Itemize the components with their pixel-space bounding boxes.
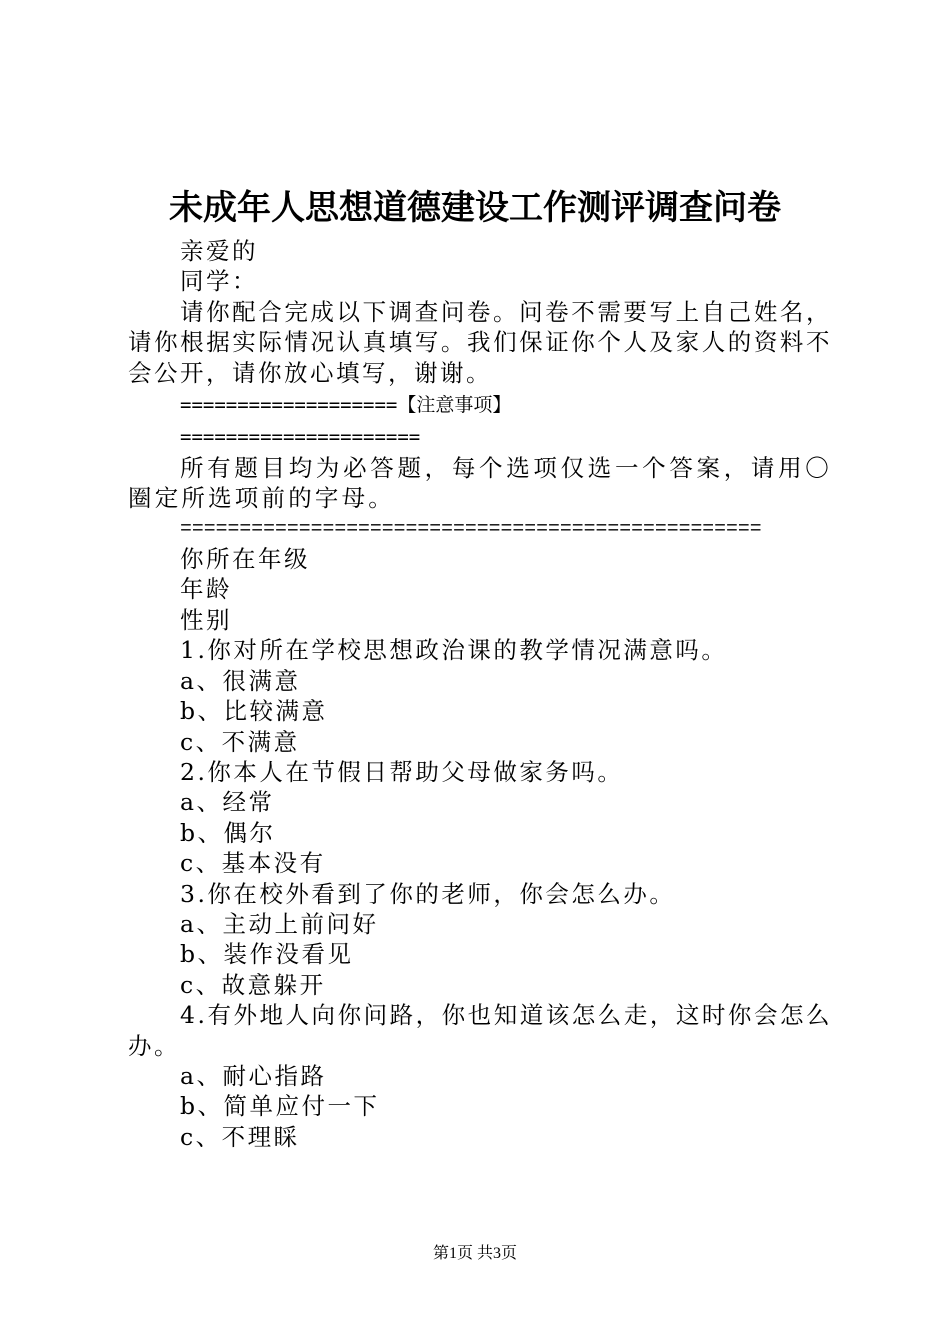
- notice-header: [128, 388, 832, 420]
- notice-paragraph: 所有题目均为必答题，每个选项仅选一个答案，请用〇圈定所选项前的字母。: [128, 453, 832, 513]
- notice-rule-text: =====================: [180, 426, 421, 449]
- respondent-field: 性别: [180, 605, 232, 634]
- document-body: [128, 236, 832, 1152]
- greeting-line-2: 同学：: [180, 267, 258, 296]
- section-divider: =================================================: [180, 517, 762, 540]
- question-option: b、偶尔: [180, 818, 276, 847]
- question-option: a、经常: [180, 788, 275, 817]
- question-option: a、耐心指路: [180, 1061, 327, 1090]
- question-option: b、比较满意: [180, 697, 328, 726]
- question-text: 3.你在校外看到了你的老师，你会怎么办。: [180, 879, 676, 908]
- question-option: c、故意躲开: [180, 970, 326, 999]
- page-footer: 第1页 共3页: [432, 1245, 517, 1262]
- question-text: 4.有外地人向你问路，你也知道该怎么走，这时你会怎么办。: [128, 1001, 832, 1060]
- question-option: b、简单应付一下: [180, 1092, 380, 1121]
- question-list: [128, 635, 832, 1152]
- document-title: 未成年人思想道德建设工作测评调查问卷: [169, 188, 781, 228]
- respondent-field: 年龄: [180, 575, 232, 604]
- greeting-line-1: 亲爱的: [180, 237, 258, 265]
- question-option: c、不满意: [180, 727, 300, 756]
- question-option: c、基本没有: [180, 849, 326, 878]
- question-option: b、装作没看见: [180, 940, 354, 969]
- question-option: a、主动上前问好: [180, 909, 379, 938]
- question-text: 1.你对所在学校思想政治课的教学情况满意吗。: [180, 636, 728, 665]
- respondent-fields: [128, 544, 832, 635]
- intro-paragraph: 请你配合完成以下调查问卷。问卷不需要写上自己姓名，请你根据实际情况认真填写。我们保证你个人及家人的资料不会公开，请你放心填写，谢谢。: [128, 297, 832, 387]
- question-option: c、不理睬: [180, 1122, 300, 1151]
- notice-header-text: ===================【注意事项】: [180, 394, 512, 417]
- respondent-field: 你所在年级: [180, 545, 310, 574]
- question-option: a、很满意: [180, 666, 301, 695]
- question-text: 2.你本人在节假日帮助父母做家务吗。: [180, 757, 624, 786]
- notice-rule: [128, 420, 832, 452]
